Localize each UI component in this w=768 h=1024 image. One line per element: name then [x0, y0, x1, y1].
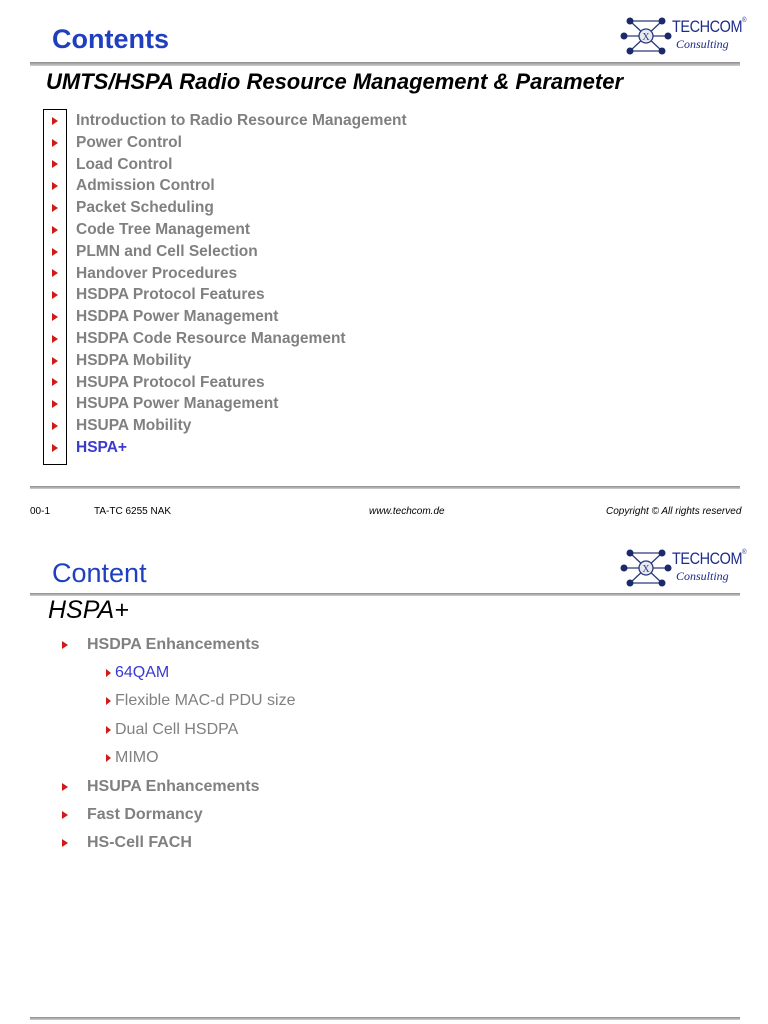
toc-item [48, 175, 407, 197]
title-divider-2 [30, 593, 740, 596]
toc-item-label: Introduction to Radio Resource Management [76, 112, 407, 129]
toc-item-label: Code Tree Management [76, 220, 250, 238]
toc-item [48, 350, 407, 372]
bullet-arrow-icon [62, 839, 68, 847]
svg-text:X: X [642, 32, 650, 43]
content-subitem [106, 692, 295, 710]
footer-copyright: Copyright © All rights reserved [606, 506, 742, 517]
toc-item-label: HSDPA Power Management [76, 308, 279, 326]
footer-page-number: 00-1 [30, 506, 51, 517]
slide1-title: Contents [52, 24, 169, 54]
toc-item [48, 154, 407, 176]
toc-item-label: Packet Scheduling [76, 199, 214, 217]
toc-list [48, 110, 407, 459]
toc-item-label: HSDPA Protocol Features [76, 286, 265, 304]
molecule-logo-icon [620, 15, 672, 57]
toc-item [48, 132, 407, 154]
title-divider [30, 62, 740, 66]
bottom-divider [30, 1017, 740, 1020]
content-item-label: Flexible MAC-d PDU size [115, 692, 296, 709]
footer-doc-id: TA-TC 6255 NAK [94, 506, 172, 517]
toc-item-label: HSUPA Power Management [76, 395, 279, 413]
logo-registered: ® [742, 17, 747, 24]
logo-tagline: Consulting [676, 37, 729, 51]
bullet-arrow-icon [106, 754, 111, 762]
bullet-arrow-icon [52, 444, 58, 452]
toc-item-label: PLMN and Cell Selection [76, 242, 258, 260]
bullet-arrow-icon [62, 783, 68, 791]
toc-item-label: Admission Control [76, 177, 215, 195]
toc-item-label: Handover Procedures [76, 264, 238, 282]
slide2-title: Content [52, 558, 147, 588]
bullet-arrow-icon [106, 697, 111, 705]
logo-name: TECHCOM [672, 17, 743, 36]
logo-name: TECHCOM [672, 549, 743, 568]
content-subitem [106, 749, 159, 767]
content-subitem [106, 664, 169, 682]
toc-item [48, 415, 407, 437]
content-item [62, 636, 259, 654]
toc-item-label: HSDPA Mobility [76, 351, 192, 369]
bullet-arrow-icon [52, 357, 58, 365]
content-item-label: Fast Dormancy [87, 806, 203, 823]
content-subitem [106, 721, 238, 739]
logo-tagline: Consulting [676, 569, 729, 583]
slide2-subtitle: HSPA+ [48, 596, 129, 624]
toc-item-label: HSUPA Mobility [76, 417, 192, 435]
bullet-arrow-icon [52, 204, 58, 212]
bullet-arrow-icon [52, 422, 58, 430]
svg-text:X: X [642, 564, 650, 575]
footer-divider [30, 486, 740, 489]
toc-item [48, 393, 407, 415]
bullet-arrow-icon [52, 291, 58, 299]
toc-item [48, 110, 407, 132]
toc-item [48, 219, 407, 241]
toc-item-label: HSUPA Protocol Features [76, 373, 265, 391]
toc-item-label: HSPA+ [76, 438, 127, 456]
molecule-logo-icon [620, 547, 672, 589]
content-item [62, 806, 203, 824]
toc-item [48, 437, 407, 459]
footer-website: www.techcom.de [369, 506, 445, 517]
techcom-logo-2 [620, 547, 750, 593]
bullet-arrow-icon [52, 269, 58, 277]
bullet-arrow-icon [52, 226, 58, 234]
slide1-subtitle: UMTS/HSPA Radio Resource Management & Parameter [46, 69, 624, 94]
toc-item [48, 372, 407, 394]
bullet-arrow-icon [62, 811, 68, 819]
bullet-arrow-icon [106, 726, 111, 734]
toc-item [48, 197, 407, 219]
bullet-arrow-icon [52, 160, 58, 168]
bullet-arrow-icon [52, 335, 58, 343]
bullet-arrow-icon [52, 313, 58, 321]
bullet-arrow-icon [52, 378, 58, 386]
logo-registered: ® [742, 549, 747, 556]
bullet-arrow-icon [52, 248, 58, 256]
toc-item [48, 263, 407, 285]
bullet-arrow-icon [52, 117, 58, 125]
toc-item-label: Load Control [76, 155, 173, 173]
content-item-label: MIMO [115, 749, 159, 766]
bullet-arrow-icon [106, 669, 111, 677]
content-item-label: 64QAM [115, 664, 170, 681]
content-item [62, 778, 259, 796]
toc-item [48, 328, 407, 350]
content-item [62, 834, 192, 852]
toc-item [48, 306, 407, 328]
content-item-label: HSUPA Enhancements [87, 778, 260, 795]
bullet-arrow-icon [62, 641, 68, 649]
toc-item [48, 284, 407, 306]
content-item-label: Dual Cell HSDPA [115, 721, 239, 738]
content-item-label: HSDPA Enhancements [87, 636, 260, 653]
toc-item-label: HSDPA Code Resource Management [76, 329, 346, 347]
bullet-arrow-icon [52, 400, 58, 408]
bullet-arrow-icon [52, 139, 58, 147]
toc-item-label: Power Control [76, 133, 182, 151]
toc-item [48, 241, 407, 263]
content-item-label: HS-Cell FACH [87, 834, 192, 851]
bullet-arrow-icon [52, 182, 58, 190]
techcom-logo [620, 15, 750, 61]
